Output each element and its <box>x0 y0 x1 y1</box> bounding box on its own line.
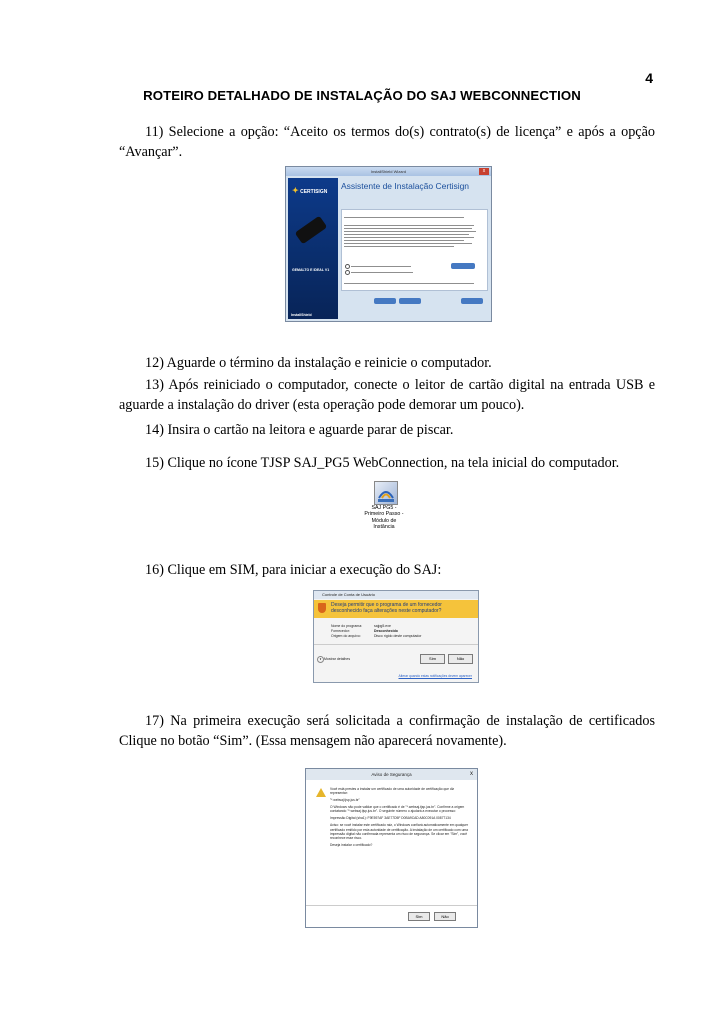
show-details-link[interactable]: Mostrar detalhes <box>324 657 351 661</box>
warning-icon <box>316 788 326 797</box>
license-line <box>344 231 476 232</box>
uac-titlebar: Controle de Conta de Usuário <box>314 591 478 599</box>
license-line <box>344 225 474 226</box>
wizard-brand: CERTISIGN <box>300 189 328 195</box>
program-value: sajpg5.exe <box>374 624 391 628</box>
cancel-button[interactable] <box>461 298 483 304</box>
wizard-sidebar <box>288 178 338 319</box>
step-15-text: 15) Clique no ícone TJSP SAJ_PG5 WebConnection, na tela inicial do computador. <box>145 455 620 471</box>
uac-dialog-screenshot <box>313 590 479 683</box>
security-p4: Impressão Digital (sha1): F9E597AF 3AE77D5F D0BA9CAD A80C091A 00877134 <box>330 816 451 821</box>
security-p6: Deseja instalar o certificado? <box>330 843 373 848</box>
license-line <box>344 237 474 238</box>
decline-radio[interactable] <box>345 270 350 275</box>
security-titlebar <box>306 769 477 780</box>
step-12-text: 12) Aguarde o término da instalação e reinicie o computador. <box>145 355 492 371</box>
security-p1: Você está prestes a instalar um certificado de uma autoridade de certificação que diz representar: <box>330 787 455 796</box>
wizard-titlebar <box>286 167 491 176</box>
usb-token-icon <box>295 216 328 245</box>
security-p3: O Windows não pode validar que o certificado é de "*.websaj.tjsp.jus.br". Confirme a origem contatando "*.websaj.tjsp.jus.br". O seguinte número o ajudará a executar o processo: <box>330 805 465 814</box>
security-no-button[interactable]: Não <box>434 912 456 921</box>
installshield-brand: InstallShield <box>291 313 312 317</box>
star-icon: ✦ <box>292 186 299 195</box>
license-pane <box>341 209 488 291</box>
step-13 <box>119 375 655 415</box>
decline-label-line <box>351 272 413 273</box>
license-line <box>344 243 472 244</box>
step-15 <box>119 453 655 473</box>
step-11 <box>119 122 655 162</box>
security-p2: "*.websaj.tjsp.jus.br" <box>330 798 360 803</box>
accept-label-line <box>351 266 411 267</box>
uac-separator <box>314 644 478 645</box>
accept-radio[interactable] <box>345 264 350 269</box>
uac-question: Deseja permitir que o programa de um fornecedor desconhecido faça alterações neste computador? <box>331 602 442 614</box>
step-16-text: 16) Clique em SIM, para iniciar a execução do SAJ: <box>145 562 442 578</box>
saj-icon-label: SAJ PG5 - Primeiro Passo - Módulo de Instância <box>364 505 404 531</box>
step-14-text: 14) Insira o cartão na leitora e aguarde parar de piscar. <box>145 422 454 438</box>
security-separator <box>306 905 477 906</box>
chevron-down-icon[interactable]: ▾ <box>317 656 324 663</box>
page-number: 4 <box>645 70 653 86</box>
uac-yes-button[interactable]: Sim <box>420 654 445 664</box>
origin-value: Disco rígido deste computador <box>374 634 422 638</box>
shield-icon <box>318 603 326 613</box>
print-button[interactable] <box>451 263 475 269</box>
notification-settings-link[interactable]: Alterar quando estas notificações devem aparecer <box>398 674 472 678</box>
next-button[interactable] <box>399 298 421 304</box>
installshield-wizard-screenshot <box>285 166 492 322</box>
license-line <box>344 228 472 229</box>
step-12 <box>119 353 655 373</box>
step-16 <box>119 560 655 580</box>
license-line <box>344 246 454 247</box>
step-17 <box>119 711 655 751</box>
license-line <box>344 240 464 241</box>
vendor-value: Desconhecido <box>374 629 398 633</box>
note-line <box>344 283 474 284</box>
saj-desktop-icon[interactable] <box>361 481 407 543</box>
wizard-window-title: InstallShield Wizard <box>370 169 407 174</box>
wizard-side-label: GEMALTO E IDEAL V1 <box>292 268 330 272</box>
origin-label: Origem do arquivo: <box>331 634 361 638</box>
step-14 <box>119 420 655 440</box>
license-line <box>344 234 469 235</box>
back-button[interactable] <box>374 298 396 304</box>
security-p5: Aviso: se você instalar este certificado raiz, o Windows confiará automaticamente em qualquer certificado emitido por esta autoridade de certificação. A instalação de um certificado com uma impressão digital não confirmada representa um risco de segurança. Se clicar em "Sim", você reconhece esse risco. <box>330 823 469 841</box>
step-13-text: 13) Após reiniciado o computador, conecte o leitor de cartão digital na entrada USB e aguarde a instalação do driver (esta operação pode demorar um pouco). <box>119 377 655 413</box>
license-line <box>344 217 464 218</box>
security-message <box>330 787 470 850</box>
security-yes-button[interactable]: Sim <box>408 912 430 921</box>
program-label: Nome do programa: <box>331 624 363 628</box>
step-11-text: 11) Selecione a opção: “Aceito os termos do(s) contrato(s) de licença” e após a opção “Avançar”. <box>119 124 655 160</box>
close-icon[interactable]: x <box>470 771 473 777</box>
certisign-logo <box>292 186 327 195</box>
page-title: ROTEIRO DETALHADO DE INSTALAÇÃO DO SAJ WEBCONNECTION <box>143 88 581 103</box>
security-window-title: Aviso de Segurança <box>371 772 412 777</box>
uac-no-button[interactable]: Não <box>448 654 473 664</box>
saj-app-icon <box>374 481 398 505</box>
vendor-label: Fornecedor: <box>331 629 350 633</box>
wizard-header: Assistente de Instalação Certisign <box>341 181 470 191</box>
step-17-text: 17) Na primeira execução será solicitada a confirmação de instalação de certificados Clique no botão “Sim”. (Essa mensagem não aparecerá novamente). <box>119 713 655 749</box>
close-icon: x <box>479 168 489 175</box>
security-warning-screenshot <box>305 768 478 928</box>
